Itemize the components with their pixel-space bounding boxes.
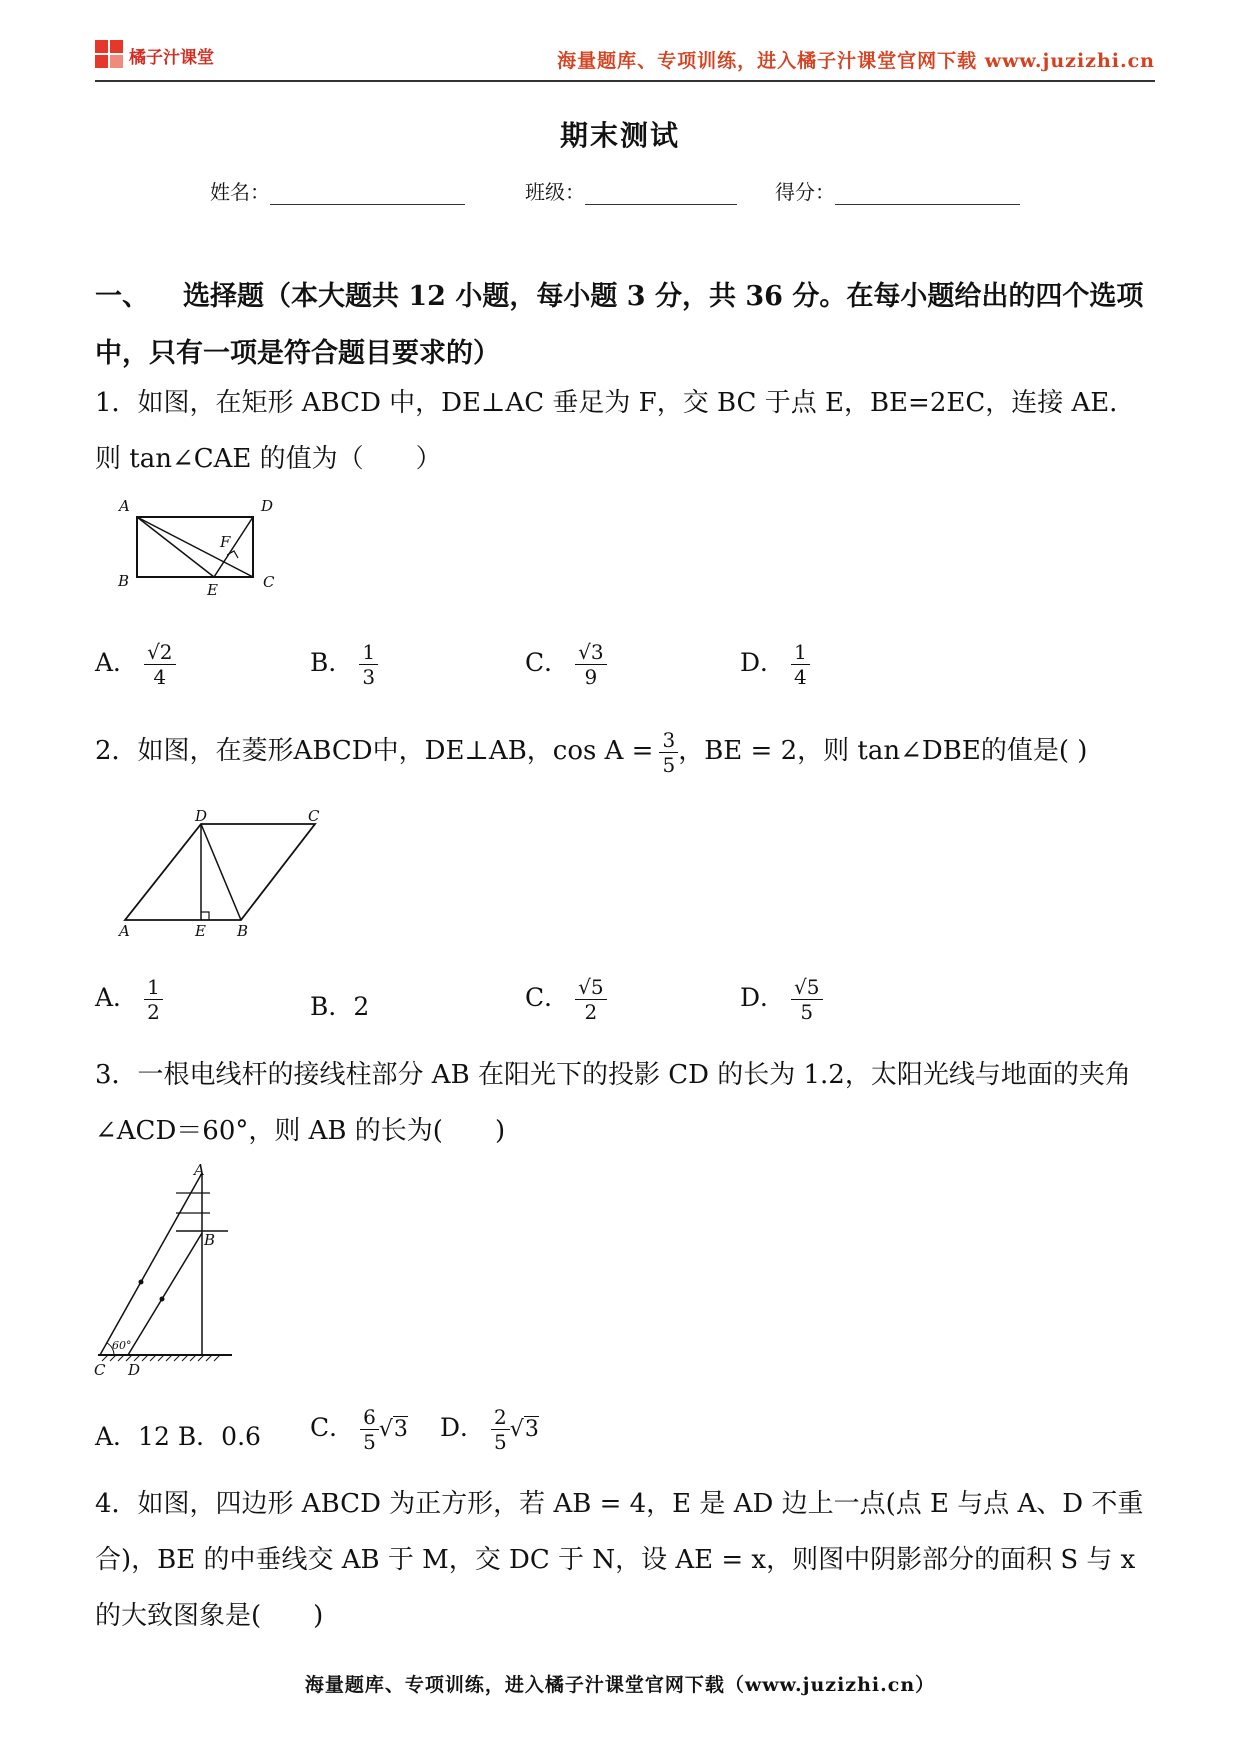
- option-a: A． $\frac{√2}{4}$: [95, 640, 176, 689]
- option-d: D． $\frac{2}{5}$ √3: [440, 1405, 539, 1454]
- ray-dot-2: [160, 1297, 165, 1302]
- label-a: A: [119, 497, 130, 515]
- label-d: D: [195, 807, 208, 825]
- diagonal-ac: [137, 517, 253, 577]
- label-e: E: [207, 581, 218, 599]
- segment-db: [201, 824, 241, 920]
- section-text: 选择题（本大题共 12 小题，每小题 3 分，共 36 分。在每小题给出的四个选项中，只有一项是符合题目要求的）: [95, 281, 1144, 369]
- option-b: B． $\frac{1}{3}$: [310, 640, 378, 689]
- sun-ray-ac: [100, 1173, 202, 1355]
- label-b: B: [204, 1231, 216, 1249]
- option-d: D． $\frac{1}{4}$: [740, 640, 810, 689]
- label-60-degrees: 60°: [112, 1339, 132, 1352]
- header-divider: [95, 80, 1155, 82]
- page-header: [95, 40, 1155, 76]
- score-label: 得分：: [775, 180, 835, 204]
- question-1-stem: 1．如图，在矩形 ABCD 中，DE⊥AC 垂足为 F，交 BC 于点 E，BE=2EC，连接 AE．则 tan∠CAE 的值为（ ）: [95, 388, 1136, 474]
- page-footer: 海量题库、专项训练，进入橘子汁课堂官网下载（www.juzizhi.cn）: [304, 1674, 936, 1696]
- label-b: B: [237, 922, 249, 940]
- question-2-stem: 2．如图，在菱形ABCD中，DE⊥AB，cos A = $\frac{3}{5}$ ，BE = 2，则 tan∠DBE的值是( ): [95, 727, 1088, 777]
- segment-ae: [137, 517, 214, 577]
- question-3-figure: [92, 1161, 242, 1384]
- label-b: B: [118, 572, 130, 590]
- right-angle-mark-e: [201, 912, 209, 920]
- question-2-figure: [115, 807, 335, 944]
- option-a-b: A．12 B．0.6: [95, 1422, 261, 1451]
- name-field: [210, 176, 465, 205]
- logo-text: 橘子汁课堂: [129, 47, 214, 68]
- label-d: D: [261, 497, 274, 515]
- ray-dot-1: [139, 1280, 144, 1285]
- question-1-figure: [115, 495, 285, 609]
- question-4-stem: 4．如图，四边形 ABCD 为正方形，若 AB = 4，E 是 AD 边上一点(点 E 与点 A、D 不重合)，BE 的中垂线交 AB 于 M，交 DC 于 N，设 AE = x，则图中阴影部分的面积 S 与 x 的大致图象是( ): [95, 1489, 1144, 1631]
- option-c: C． $\frac{6}{5}$ √3: [310, 1405, 408, 1454]
- label-a: A: [119, 922, 130, 940]
- label-c: C: [94, 1361, 106, 1379]
- sun-ray-bd: [128, 1233, 202, 1355]
- page-title: 期末测试: [559, 119, 680, 152]
- label-c: C: [308, 807, 320, 825]
- class-field: [525, 176, 737, 205]
- label-e: E: [195, 922, 206, 940]
- name-blank: [270, 182, 465, 205]
- label-c: C: [263, 573, 275, 591]
- section-heading: [95, 268, 1155, 382]
- option-c: C． $\frac{√5}{2}$: [525, 975, 607, 1024]
- question-3-stem: 3．一根电线杆的接线柱部分 AB 在阳光下的投影 CD 的长为 1.2，太阳光线与地面的夹角∠ACD＝60°，则 AB 的长为( ): [95, 1060, 1131, 1146]
- label-f: F: [220, 533, 231, 551]
- class-label: 班级：: [525, 180, 585, 204]
- score-blank: [835, 182, 1020, 205]
- class-blank: [585, 182, 737, 205]
- logo-icon: [95, 40, 125, 70]
- section-number: 一、: [95, 281, 149, 312]
- score-field: [775, 176, 1020, 205]
- option-d: D． $\frac{√5}{5}$: [740, 975, 823, 1024]
- name-label: 姓名：: [210, 180, 270, 204]
- option-a: A． $\frac{1}{2}$: [95, 975, 163, 1024]
- right-angle-mark-f: [227, 551, 238, 558]
- header-slogan: 海量题库、专项训练，进入橘子汁课堂官网下载 www.juzizhi.cn: [557, 50, 1155, 72]
- label-a: A: [194, 1161, 205, 1179]
- label-d: D: [128, 1361, 141, 1379]
- option-c: C． $\frac{√3}{9}$: [525, 640, 607, 689]
- rhombus-abcd: [125, 824, 315, 920]
- option-b: B．2: [310, 992, 370, 1021]
- logo: [95, 40, 214, 70]
